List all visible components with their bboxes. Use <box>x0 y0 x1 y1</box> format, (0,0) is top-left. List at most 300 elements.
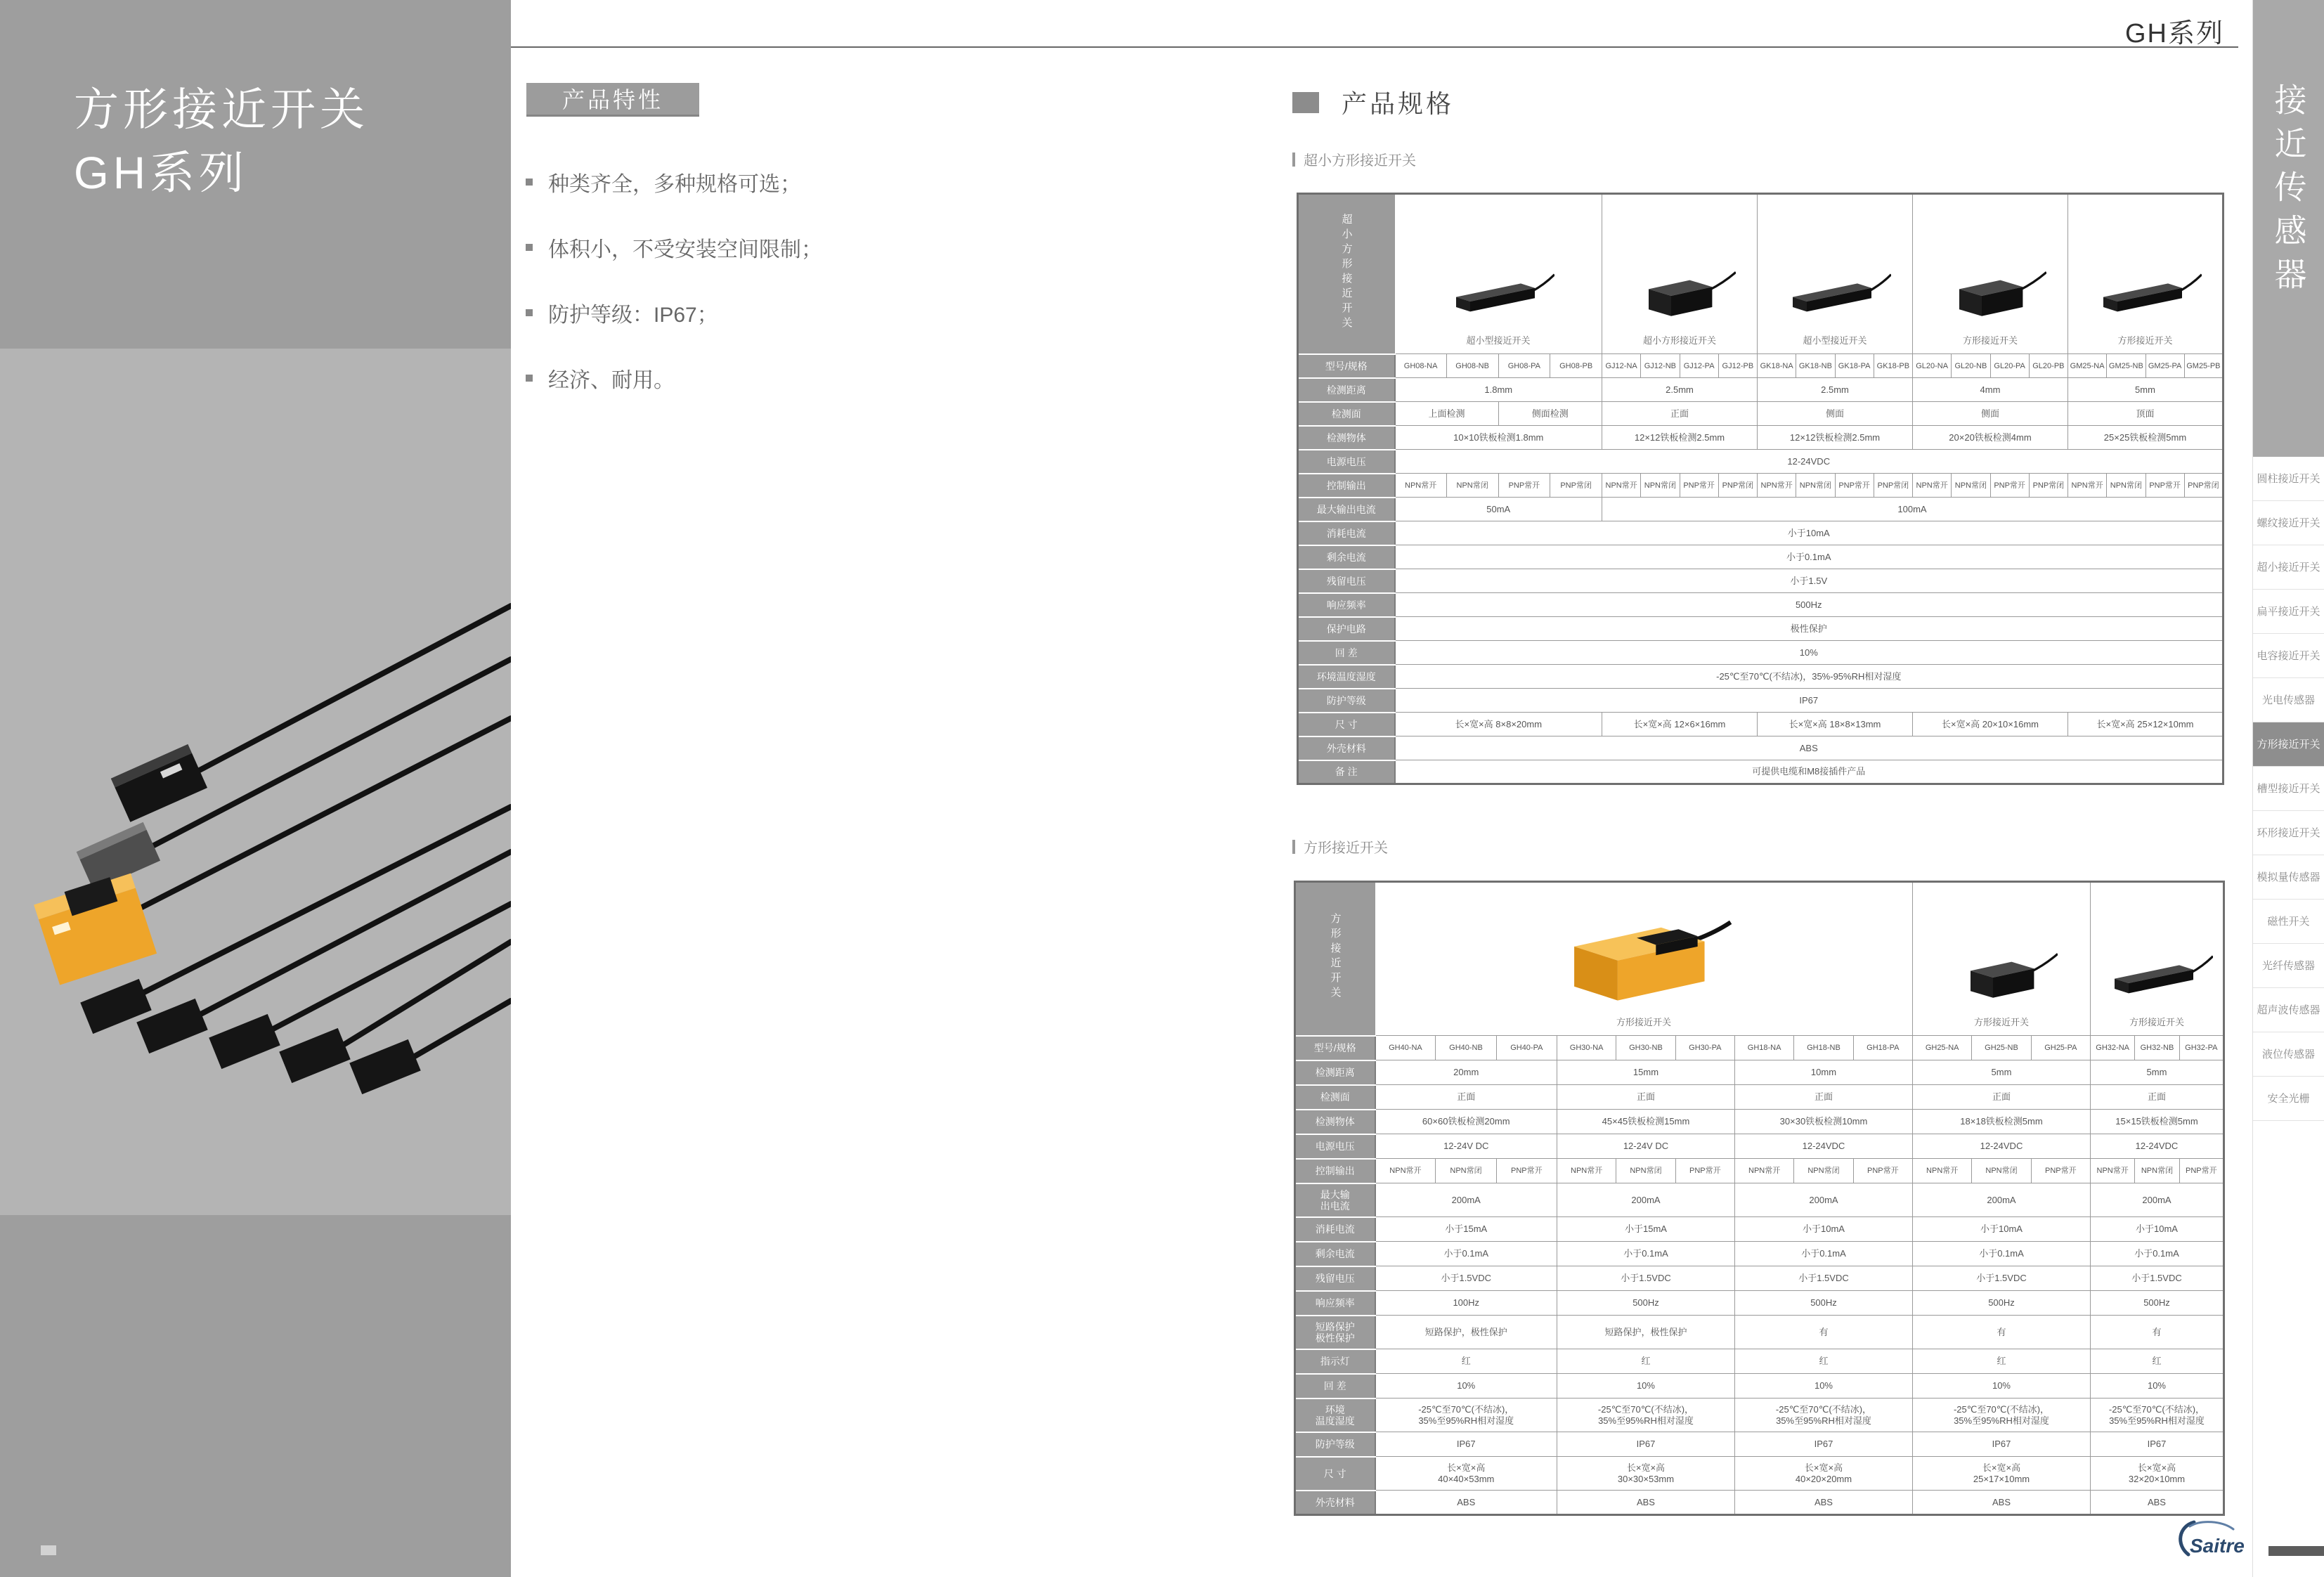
spec-row-label: 尺 寸 <box>1298 713 1395 736</box>
series-side-label <box>1295 882 1375 1036</box>
spec-cell: 20×20铁板检测4mm <box>1913 426 2068 450</box>
spec-cell: IP67 <box>1557 1432 1734 1457</box>
spec-cell: GK18-NB <box>1796 354 1835 378</box>
spec-cell: 小于1.5VDC <box>1557 1266 1734 1291</box>
spec-row-label: 回 差 <box>1298 641 1395 665</box>
spec-cell: 小于15mA <box>1557 1217 1734 1242</box>
spec-row <box>1298 354 2224 378</box>
spec-row-label: 剩余电流 <box>1295 1242 1375 1266</box>
sensor-image <box>1377 910 1911 1006</box>
bullet-icon <box>526 309 533 316</box>
section-bar-icon <box>1292 152 1295 167</box>
spec-cell: -25℃至70℃(不结冰)， 35%至95%RH相对湿度 <box>1557 1398 1734 1432</box>
spec-cell: 12×12铁板检测2.5mm <box>1758 426 1913 450</box>
header-series-title: GH系列 <box>2124 19 2224 48</box>
spec-cell: GK18-PA <box>1835 354 1874 378</box>
sidebar-tab[interactable]: 超小接近开关 <box>2253 545 2324 590</box>
spec-cell: GJ12-PA <box>1680 354 1718 378</box>
spec-cell: ABS <box>1375 1491 1557 1515</box>
series-side-label-text: 超小方形接近开关 <box>1340 213 1353 332</box>
sidebar-tab[interactable]: 超声波传感器 <box>2253 988 2324 1032</box>
sidebar-tab[interactable]: 螺纹接近开关 <box>2253 501 2324 545</box>
spec-row-label: 环境 温度湿度 <box>1295 1398 1375 1432</box>
spec-row-label: 备 注 <box>1298 760 1395 784</box>
sensor-image <box>1396 262 1600 324</box>
spec-cell: 小于10mA <box>1734 1217 1912 1242</box>
spec-cell: 小于0.1mA <box>2090 1242 2224 1266</box>
spec-cell: -25℃至70℃(不结冰)，35%-95%RH相对湿度 <box>1395 665 2224 689</box>
spec-cell: PNP常开 <box>1990 474 2029 498</box>
spec-cell: NPN常闭 <box>1436 1159 1496 1183</box>
page-title: 方形接近开关 <box>74 84 369 135</box>
spec-row <box>1295 1217 2224 1242</box>
feature-text: 经济、耐用。 <box>548 368 675 392</box>
series-side-label-text: 方形接近开关 <box>1329 913 1342 1002</box>
spec-row-label: 电源电压 <box>1295 1134 1375 1159</box>
spec-cell: 红 <box>1557 1349 1734 1374</box>
bullet-icon <box>526 179 533 186</box>
product-name: 超小型接近开关 <box>1803 335 1867 346</box>
header-rule <box>511 46 2238 48</box>
spec-row-label: 响应频率 <box>1295 1291 1375 1316</box>
spec-row-label: 最大输 出电流 <box>1295 1183 1375 1217</box>
product-name: 方形接近开关 <box>2129 1017 2184 1027</box>
sidebar-tab[interactable]: 电容接近开关 <box>2253 634 2324 678</box>
spec-cell: NPN常开 <box>1913 1159 1972 1183</box>
spec-row <box>1298 593 2224 617</box>
spec-row <box>1298 665 2224 689</box>
spec-cell: 100mA <box>1602 498 2224 521</box>
spec-cell: 正面 <box>1913 1085 2091 1110</box>
feature-text: 种类齐全，多种规格可选； <box>548 172 801 196</box>
spec-cell: ABS <box>1395 736 2224 760</box>
product-cell <box>1913 882 2091 1036</box>
spec-cell: GH08-PA <box>1498 354 1550 378</box>
spec-cell: GL20-PB <box>2029 354 2067 378</box>
spec-cell: 2.5mm <box>1758 378 1913 402</box>
spec-cell: 正面 <box>1375 1085 1557 1110</box>
spec-cell: 12-24V DC <box>1557 1134 1734 1159</box>
spec-cell: ABS <box>1734 1491 1912 1515</box>
spec-row-label: 防护等级 <box>1298 689 1395 713</box>
spec-cell: GJ12-NA <box>1602 354 1641 378</box>
spec-cell: PNP常开 <box>1853 1159 1912 1183</box>
spec-row-label: 检测面 <box>1295 1085 1375 1110</box>
spec-cell: 长×宽×高 40×40×53mm <box>1375 1457 1557 1491</box>
brand-logo <box>2173 1517 2252 1563</box>
spec-row <box>1298 760 2224 784</box>
spec-row <box>1295 1349 2224 1374</box>
spec-row-label: 控制输出 <box>1295 1159 1375 1183</box>
spec-cell: 长×宽×高 18×8×13mm <box>1758 713 1913 736</box>
spec-cell: NPN常开 <box>1557 1159 1616 1183</box>
spec-row <box>1295 1085 2224 1110</box>
spec-cell: 12-24VDC <box>2090 1134 2224 1159</box>
spec-cell: 500Hz <box>2090 1291 2224 1316</box>
product-name: 超小方形接近开关 <box>1642 335 1716 346</box>
spec-cell: 200mA <box>1734 1183 1912 1217</box>
sidebar-tab[interactable]: 光电传感器 <box>2253 678 2324 722</box>
spec-row <box>1298 641 2224 665</box>
spec-cell: NPN常闭 <box>1446 474 1498 498</box>
spec-row <box>1298 450 2224 474</box>
spec-row <box>1298 521 2224 545</box>
product-cell <box>1375 882 1913 1036</box>
product-photo <box>0 0 511 1577</box>
spec-row <box>1298 736 2224 760</box>
spec-row-label: 检测物体 <box>1298 426 1395 450</box>
spec-cell: 10% <box>1557 1374 1734 1398</box>
spec-cell: 短路保护，极性保护 <box>1375 1316 1557 1349</box>
spec-row <box>1298 474 2224 498</box>
sidebar-category-label: 接近传感器 <box>2270 83 2307 301</box>
spec-row <box>1295 1291 2224 1316</box>
product-name: 方形接近开关 <box>1973 1017 2029 1027</box>
spec-cell: 短路保护，极性保护 <box>1557 1316 1734 1349</box>
spec-cell: 10% <box>1375 1374 1557 1398</box>
spec-cell: 侧面 <box>1758 402 1913 426</box>
spec-cell: 小于10mA <box>1913 1217 2091 1242</box>
spec-cell: NPN常闭 <box>1972 1159 2031 1183</box>
spec-cell: 小于1.5VDC <box>1913 1266 2091 1291</box>
spec-cell: 1.8mm <box>1395 378 1602 402</box>
spec-cell: NPN常闭 <box>1616 1159 1675 1183</box>
sidebar-tab[interactable]: 磁性开关 <box>2253 900 2324 944</box>
spec-cell: IP67 <box>1913 1432 2091 1457</box>
feature-text: 体积小，不受安装空间限制； <box>548 238 822 261</box>
spec-cell: GH18-PA <box>1853 1036 1912 1060</box>
spec-row-label: 最大输出电流 <box>1298 498 1395 521</box>
spec-cell: 可提供电缆和M8接插件产品 <box>1395 760 2224 784</box>
spec-table-square <box>1294 881 2225 1516</box>
spec-table-mini <box>1297 193 2224 785</box>
sensor-image <box>1914 262 2066 324</box>
sidebar-tab[interactable]: 模拟量传感器 <box>2253 855 2324 900</box>
sensor-image <box>2092 944 2221 1006</box>
spec-row-label: 响应频率 <box>1298 593 1395 617</box>
spec-cell: GH40-NA <box>1375 1036 1436 1060</box>
spec-cell: GH18-NA <box>1734 1036 1793 1060</box>
spec-cell: IP67 <box>1734 1432 1912 1457</box>
spec-cell: 10×10铁板检测1.8mm <box>1395 426 1602 450</box>
page-subtitle: GH系列 <box>74 148 248 198</box>
section-label-text: 超小方形接近开关 <box>1304 153 1416 169</box>
spec-cell: GK18-NA <box>1758 354 1796 378</box>
spec-cell: 4mm <box>1913 378 2068 402</box>
spec-cell: 12-24VDC <box>1913 1134 2091 1159</box>
spec-cell: 红 <box>2090 1349 2224 1374</box>
spec-cell: PNP常开 <box>1680 474 1718 498</box>
spec-row-label: 保护电路 <box>1298 617 1395 641</box>
sidebar-tab[interactable]: 环形接近开关 <box>2253 811 2324 855</box>
spec-cell: -25℃至70℃(不结冰)， 35%至95%RH相对湿度 <box>1913 1398 2091 1432</box>
spec-cell: 5mm <box>1913 1060 2091 1085</box>
product-name: 方形接近开关 <box>1962 335 2018 346</box>
spec-row <box>1298 545 2224 569</box>
spec-cell: -25℃至70℃(不结冰)， 35%至95%RH相对湿度 <box>2090 1398 2224 1432</box>
spec-cell: NPN常开 <box>2068 474 2107 498</box>
sidebar-tab[interactable]: 光纤传感器 <box>2253 944 2324 988</box>
spec-row <box>1295 1060 2224 1085</box>
spec-cell: -25℃至70℃(不结冰)， 35%至95%RH相对湿度 <box>1375 1398 1557 1432</box>
spec-cell: 极性保护 <box>1395 617 2224 641</box>
spec-row-label: 检测距离 <box>1295 1060 1375 1085</box>
spec-cell: -25℃至70℃(不结冰)， 35%至95%RH相对湿度 <box>1734 1398 1912 1432</box>
spec-cell: 小于15mA <box>1375 1217 1557 1242</box>
product-image-row <box>1295 882 2224 1036</box>
spec-cell: 长×宽×高 25×17×10mm <box>1913 1457 2091 1491</box>
spec-row <box>1298 378 2224 402</box>
sidebar-tab[interactable]: 扁平接近开关 <box>2253 590 2324 634</box>
spec-cell: 25×25铁板检测5mm <box>2068 426 2224 450</box>
left-panel <box>0 0 511 1577</box>
spec-cell: 长×宽×高 20×10×16mm <box>1913 713 2068 736</box>
product-cell <box>2068 194 2224 354</box>
spec-cell: 20mm <box>1375 1060 1557 1085</box>
spec-cell: PNP常闭 <box>1718 474 1757 498</box>
spec-row <box>1295 1242 2224 1266</box>
spec-cell: 长×宽×高 25×12×10mm <box>2068 713 2224 736</box>
spec-row <box>1298 569 2224 593</box>
spec-cell: 5mm <box>2068 378 2224 402</box>
spec-row-label: 指示灯 <box>1295 1349 1375 1374</box>
spec-row <box>1295 1266 2224 1291</box>
spec-cell: GH32-NA <box>2090 1036 2134 1060</box>
spec-row-label: 短路保护 极性保护 <box>1295 1316 1375 1349</box>
spec-cell: 200mA <box>1557 1183 1734 1217</box>
spec-row <box>1295 1432 2224 1457</box>
page-marker <box>2268 1546 2324 1556</box>
section-label <box>1292 149 1416 169</box>
sidebar-tab[interactable]: 槽型接近开关 <box>2253 767 2324 811</box>
spec-cell: GL20-PA <box>1990 354 2029 378</box>
product-cell <box>1758 194 1913 354</box>
spec-cell: GH08-PB <box>1550 354 1602 378</box>
spec-cell: GL20-NA <box>1913 354 1952 378</box>
spec-cell: 侧面检测 <box>1498 402 1602 426</box>
spec-cell: NPN常开 <box>1375 1159 1436 1183</box>
spec-cell: PNP常开 <box>1835 474 1874 498</box>
spec-cell: 200mA <box>1375 1183 1557 1217</box>
product-image-row <box>1298 194 2224 354</box>
spec-row-label: 尺 寸 <box>1295 1457 1375 1491</box>
spec-row <box>1295 1036 2224 1060</box>
spec-cell: 有 <box>2090 1316 2224 1349</box>
spec-cell: PNP常开 <box>1675 1159 1734 1183</box>
sensor-image <box>1604 262 1755 324</box>
spec-row-label: 残留电压 <box>1298 569 1395 593</box>
product-cell <box>1913 194 2068 354</box>
spec-cell: GH30-NB <box>1616 1036 1675 1060</box>
spec-cell: ABS <box>1913 1491 2091 1515</box>
spec-cell: 小于1.5VDC <box>2090 1266 2224 1291</box>
sidebar-tab[interactable]: 安全光栅 <box>2253 1077 2324 1121</box>
spec-row-label: 残留电压 <box>1295 1266 1375 1291</box>
spec-cell: 5mm <box>2090 1060 2224 1085</box>
spec-row-label: 外壳材料 <box>1298 736 1395 760</box>
spec-row-label: 检测面 <box>1298 402 1395 426</box>
sidebar-tab-list <box>2253 457 2324 1121</box>
spec-row <box>1295 1491 2224 1515</box>
spec-row <box>1298 713 2224 736</box>
spec-cell: 长×宽×高 32×20×10mm <box>2090 1457 2224 1491</box>
spec-row <box>1298 498 2224 521</box>
spec-cell: GH18-NB <box>1794 1036 1853 1060</box>
spec-row <box>1298 426 2224 450</box>
spec-cell: 30×30铁板检测10mm <box>1734 1110 1912 1134</box>
spec-cell: 长×宽×高 12×6×16mm <box>1602 713 1758 736</box>
sensor-image <box>2070 262 2221 324</box>
spec-cell: 10mm <box>1734 1060 1912 1085</box>
product-name: 方形接近开关 <box>1616 1017 1671 1027</box>
spec-row-label: 检测物体 <box>1295 1110 1375 1134</box>
spec-cell: GH30-PA <box>1675 1036 1734 1060</box>
spec-cell: GJ12-PB <box>1718 354 1757 378</box>
spec-cell: NPN常闭 <box>2107 474 2146 498</box>
spec-row-label: 回 差 <box>1295 1374 1375 1398</box>
spec-cell: 500Hz <box>1913 1291 2091 1316</box>
spec-cell: 长×宽×高 40×20×20mm <box>1734 1457 1912 1491</box>
spec-cell: GM25-PB <box>2184 354 2223 378</box>
spec-cell: 10% <box>2090 1374 2224 1398</box>
spec-cell: PNP常开 <box>2179 1159 2224 1183</box>
spec-row-label: 消耗电流 <box>1298 521 1395 545</box>
spec-cell: GH08-NB <box>1446 354 1498 378</box>
spec-row <box>1295 1183 2224 1217</box>
spec-row-label: 外壳材料 <box>1295 1491 1375 1515</box>
spec-cell: GM25-NB <box>2107 354 2146 378</box>
spec-cell: 12-24VDC <box>1395 450 2224 474</box>
spec-cell: 500Hz <box>1395 593 2224 617</box>
spec-row-label: 检测距离 <box>1298 378 1395 402</box>
spec-cell: 小于0.1mA <box>1395 545 2224 569</box>
page-marker <box>41 1545 56 1555</box>
features-list <box>526 149 822 410</box>
spec-row <box>1295 1457 2224 1491</box>
spec-cell: NPN常开 <box>1395 474 1447 498</box>
spec-row-label: 剩余电流 <box>1298 545 1395 569</box>
spec-row-label: 消耗电流 <box>1295 1217 1375 1242</box>
spec-cell: NPN常闭 <box>1952 474 1990 498</box>
product-name: 方形接近开关 <box>2117 335 2173 346</box>
spec-row <box>1295 1374 2224 1398</box>
spec-cell: 小于1.5V <box>1395 569 2224 593</box>
spec-cell: 红 <box>1913 1349 2091 1374</box>
bullet-icon <box>526 375 533 382</box>
square-icon <box>1292 92 1319 113</box>
spec-cell: 12-24V DC <box>1375 1134 1557 1159</box>
bullet-icon <box>526 244 533 251</box>
section-label <box>1292 836 1388 857</box>
spec-cell: 200mA <box>2090 1183 2224 1217</box>
spec-cell: GH25-PA <box>2031 1036 2090 1060</box>
sidebar-tab[interactable]: 圆柱接近开关 <box>2253 457 2324 501</box>
spec-cell: 正面 <box>1734 1085 1912 1110</box>
spec-cell: GH32-NB <box>2135 1036 2179 1060</box>
spec-cell: GM25-PA <box>2146 354 2184 378</box>
spec-row-label: 环境温度湿度 <box>1298 665 1395 689</box>
spec-cell: 12-24VDC <box>1734 1134 1912 1159</box>
spec-cell: IP67 <box>1375 1432 1557 1457</box>
sidebar-tab[interactable]: 方形接近开关 <box>2253 722 2324 767</box>
spec-cell: PNP常闭 <box>2184 474 2223 498</box>
sidebar-category <box>2253 0 2324 457</box>
spec-cell: 长×宽×高 30×30×53mm <box>1557 1457 1734 1491</box>
spec-cell: 侧面 <box>1913 402 2068 426</box>
product-name: 超小型接近开关 <box>1466 335 1531 346</box>
spec-cell: PNP常开 <box>1496 1159 1557 1183</box>
spec-cell: 100Hz <box>1375 1291 1557 1316</box>
spec-cell: 小于10mA <box>1395 521 2224 545</box>
spec-cell: NPN常开 <box>1734 1159 1793 1183</box>
feature-item <box>526 345 822 410</box>
spec-row <box>1295 1134 2224 1159</box>
spec-cell: GH25-NB <box>1972 1036 2031 1060</box>
spec-cell: 正面 <box>1602 402 1758 426</box>
spec-cell: 10% <box>1913 1374 2091 1398</box>
spec-cell: 有 <box>1734 1316 1912 1349</box>
spec-cell: PNP常开 <box>2031 1159 2090 1183</box>
feature-item <box>526 214 822 280</box>
spec-cell: 18×18铁板检测5mm <box>1913 1110 2091 1134</box>
spec-cell: 红 <box>1734 1349 1912 1374</box>
specs-heading: 产品规格 <box>1342 89 1455 118</box>
section-label-text: 方形接近开关 <box>1304 841 1388 856</box>
spec-row <box>1298 689 2224 713</box>
spec-cell: 12×12铁板检测2.5mm <box>1602 426 1758 450</box>
spec-cell: 顶面 <box>2068 402 2224 426</box>
spec-cell: 200mA <box>1913 1183 2091 1217</box>
spec-cell: 小于0.1mA <box>1375 1242 1557 1266</box>
spec-cell: 15×15铁板检测5mm <box>2090 1110 2224 1134</box>
sensor-image <box>1914 944 2089 1006</box>
spec-row-label: 型号/规格 <box>1295 1036 1375 1060</box>
spec-cell: 500Hz <box>1734 1291 1912 1316</box>
spec-cell: GK18-PB <box>1874 354 1912 378</box>
feature-item <box>526 149 822 214</box>
spec-cell: 长×宽×高 8×8×20mm <box>1395 713 1602 736</box>
spec-cell: PNP常闭 <box>1550 474 1602 498</box>
spec-row-label: 型号/规格 <box>1298 354 1395 378</box>
spec-cell: IP67 <box>2090 1432 2224 1457</box>
spec-cell: NPN常闭 <box>1794 1159 1853 1183</box>
spec-row-label: 电源电压 <box>1298 450 1395 474</box>
spec-cell: ABS <box>2090 1491 2224 1515</box>
spec-row-label: 防护等级 <box>1295 1432 1375 1457</box>
spec-cell: 10% <box>1395 641 2224 665</box>
product-cell <box>2090 882 2224 1036</box>
feature-text: 防护等级：IP67； <box>548 303 718 327</box>
spec-cell: NPN常开 <box>1913 474 1952 498</box>
spec-cell: PNP常开 <box>1498 474 1550 498</box>
spec-cell: 正面 <box>2090 1085 2224 1110</box>
spec-cell: NPN常闭 <box>1641 474 1680 498</box>
spec-cell: 60×60铁板检测20mm <box>1375 1110 1557 1134</box>
spec-cell: NPN常开 <box>2090 1159 2134 1183</box>
spec-row <box>1295 1398 2224 1432</box>
spec-cell: GH25-NA <box>1913 1036 1972 1060</box>
spec-cell: 50mA <box>1395 498 1602 521</box>
sidebar-tab[interactable]: 液位传感器 <box>2253 1032 2324 1077</box>
spec-cell: 小于0.1mA <box>1557 1242 1734 1266</box>
spec-cell: ABS <box>1557 1491 1734 1515</box>
spec-row <box>1298 617 2224 641</box>
spec-cell: GH40-NB <box>1436 1036 1496 1060</box>
spec-row <box>1298 402 2224 426</box>
spec-cell: 上面检测 <box>1395 402 1499 426</box>
spec-cell: PNP常闭 <box>1874 474 1912 498</box>
spec-cell: 45×45铁板检测15mm <box>1557 1110 1734 1134</box>
